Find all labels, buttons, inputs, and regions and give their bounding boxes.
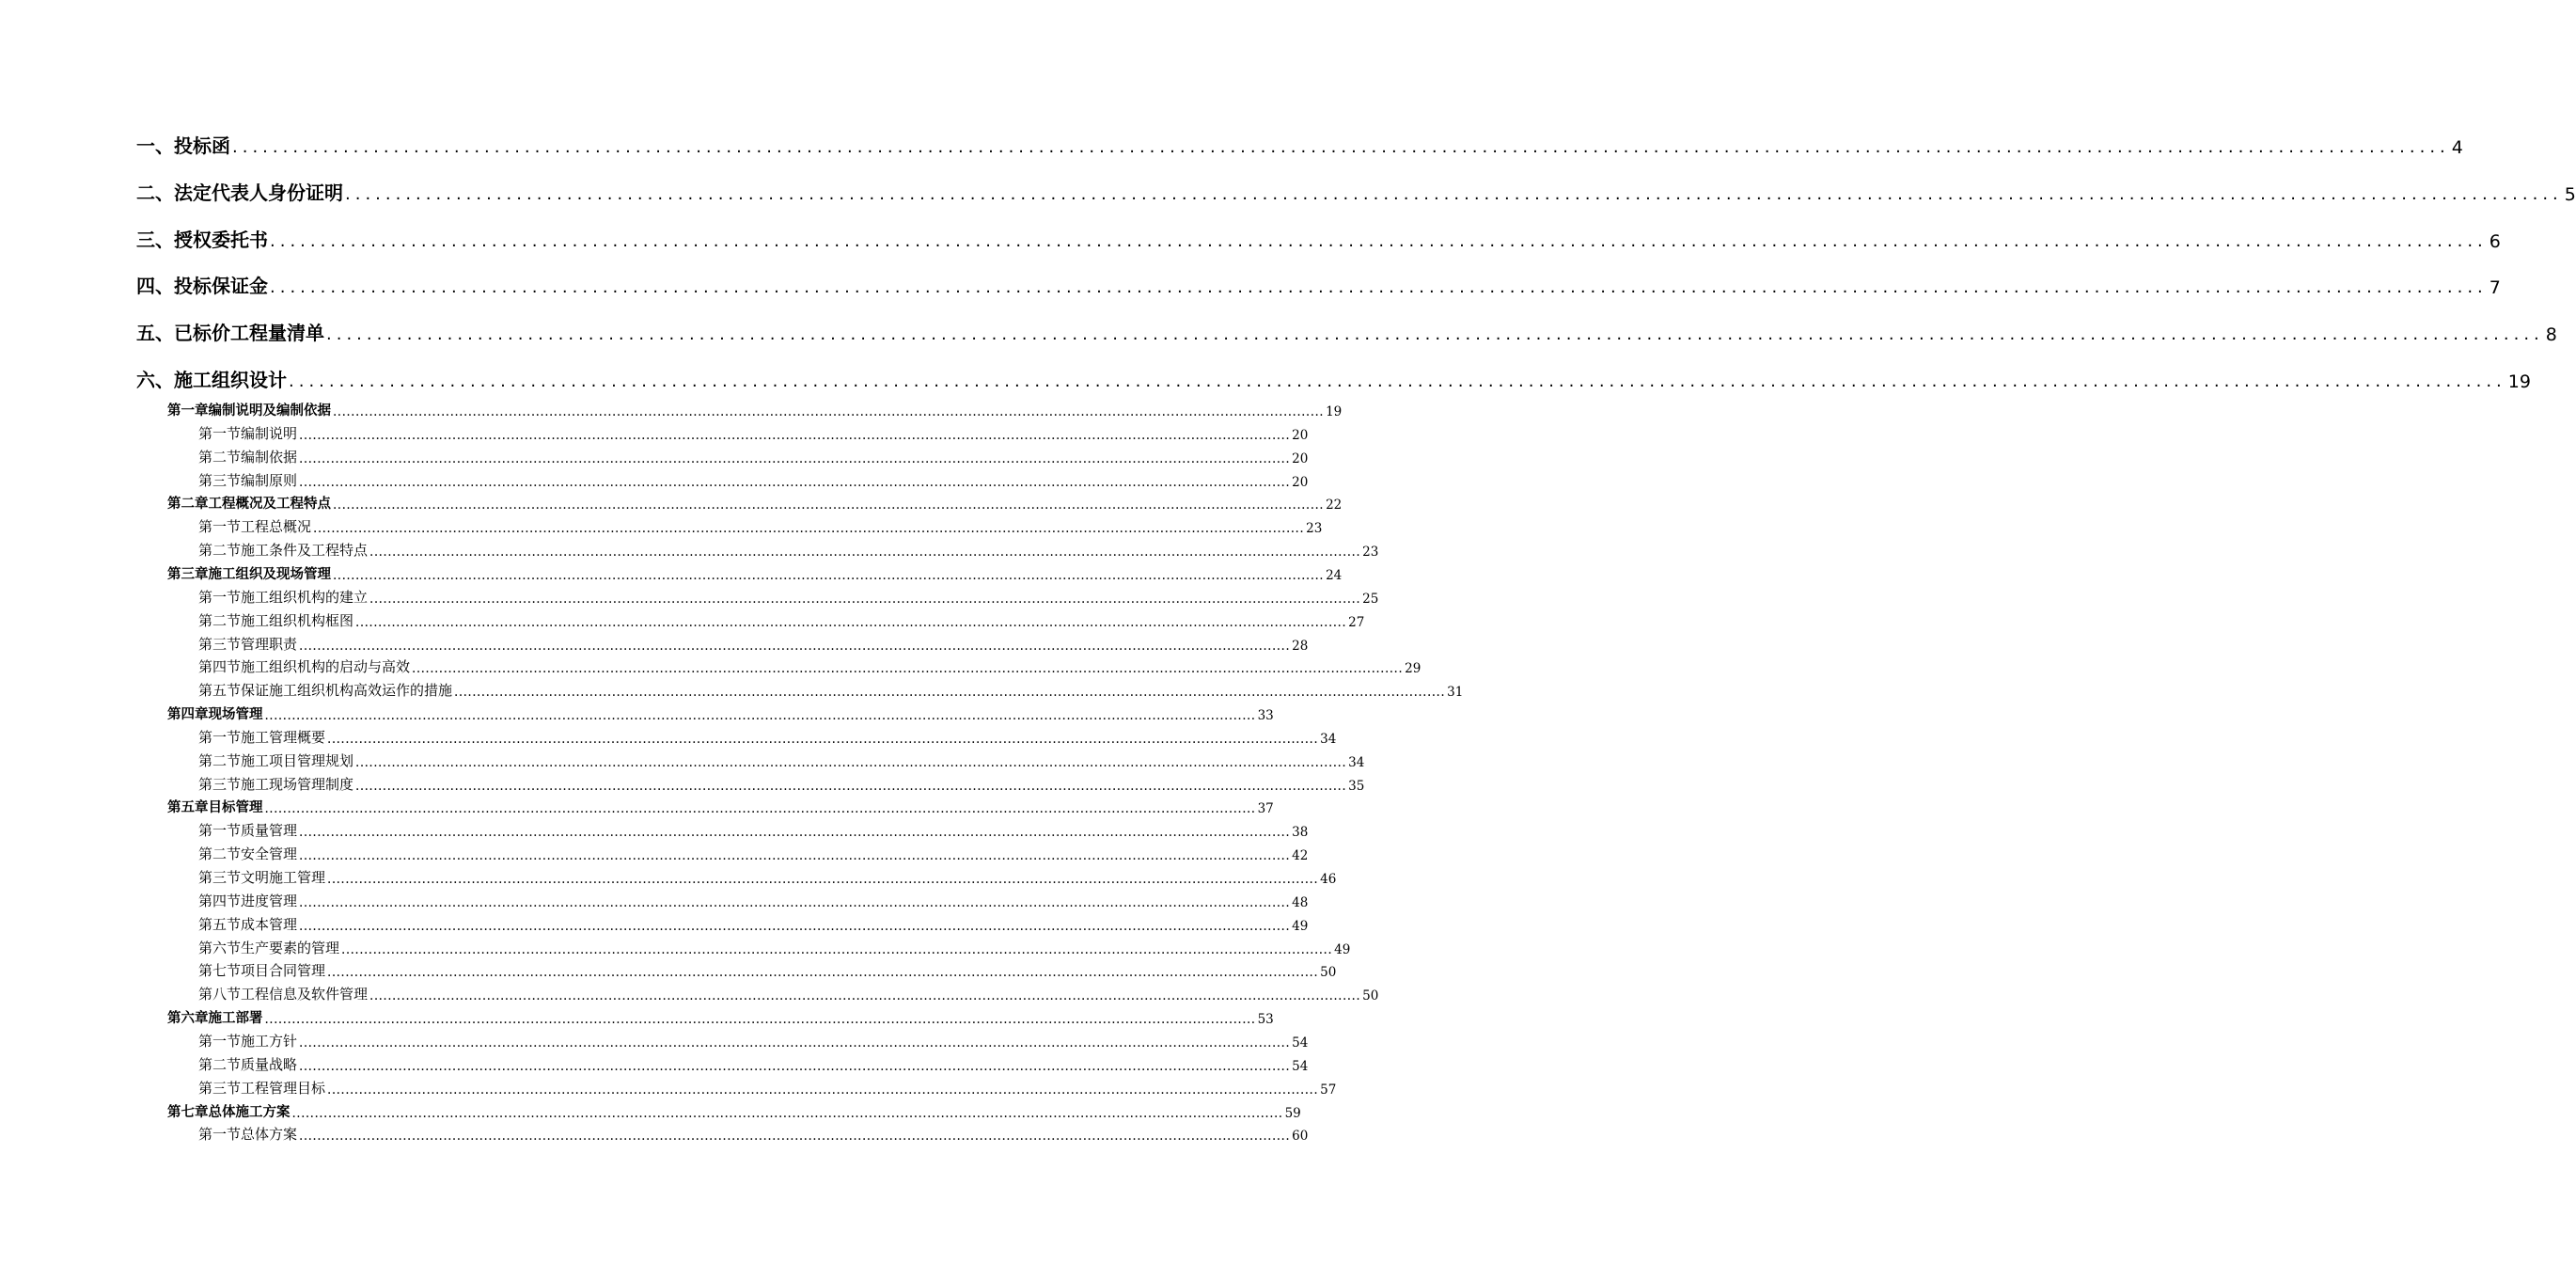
toc-entry-title: 管理职责 [241,635,298,653]
toc-entry-title: 五、已标价工程量清单 [136,322,324,345]
toc-page-number: 6 [2489,230,2501,252]
toc-entry-title: 质量管理 [241,822,298,840]
toc-leader-dots: ............................................................................................................................................................................................................................ [345,183,2563,204]
toc-page-number: 35 [1348,778,1365,794]
toc-page-number: 20 [1292,427,1309,443]
toc-entry-title: 施工条件及工程特点 [241,542,369,560]
toc-subsection [198,868,1337,887]
toc-entry-title: 文明施工管理 [241,869,326,886]
toc-section [136,270,2501,299]
toc-entry-title: 工程总概况 [241,518,312,536]
toc-page-number: 50 [1362,988,1379,1004]
toc-entry-title: 成本管理 [241,915,298,933]
toc-page-number: 49 [1334,941,1351,957]
toc-leader-dots: ............................................................................................................................................................................................................................ [299,450,1291,466]
toc-leader-dots: ............................................................................................................................................................................................................................ [264,1012,1256,1028]
toc-leader-dots: ............................................................................................................................................................................................................................ [412,661,1404,677]
toc-entry-title: 四、投标保证金 [136,275,268,298]
toc-leader-dots: ............................................................................................................................................................................................................................ [333,567,1325,583]
toc-page-number: 23 [1306,521,1323,537]
toc-leader-dots: ............................................................................................................................................................................................................................ [326,324,2544,345]
toc-leader-dots: ............................................................................................................................................................................................................................ [454,685,1446,701]
toc-subsection [198,845,1309,864]
toc-leader-dots: ............................................................................................................................................................................................................................ [299,474,1291,490]
toc-page-number: 20 [1292,474,1309,490]
toc-page-number: 31 [1447,685,1464,701]
toc-entry-label: 第四节 [198,892,242,909]
toc-subsection [198,985,1379,1004]
toc-subsection [198,728,1337,747]
toc-leader-dots: ............................................................................................................................................................................................................................ [264,801,1256,817]
toc-leader-dots: ............................................................................................................................................................................................................................ [299,638,1291,654]
toc-page-number: 5 [2564,183,2576,205]
toc-page-number: 49 [1292,918,1309,934]
toc-entry-label: 第七节 [198,962,242,980]
toc-entry-label: 第八节 [198,986,242,1003]
toc-leader-dots: ............................................................................................................................................................................................................................ [299,848,1291,864]
toc-page-number: 25 [1362,591,1379,607]
toc-leader-dots: ............................................................................................................................................................................................................................ [264,708,1256,724]
toc-leader-dots: ............................................................................................................................................................................................................................ [369,988,1361,1004]
toc-subsection [198,1032,1309,1051]
toc-entry-title: 保证施工组织机构高效运作的措施 [241,682,453,700]
toc-leader-dots: ............................................................................................................................................................................................................................ [369,591,1361,607]
toc-entry-label: 第三章 [167,565,209,582]
toc-subsection [198,448,1309,466]
toc-entry-label: 第一章 [167,403,209,419]
toc-subsection [198,915,1309,934]
toc-chapter [167,798,1274,817]
toc-subsection [198,611,1365,630]
toc-leader-dots: ............................................................................................................................................................................................................................ [270,277,2488,298]
toc-subsection [198,681,1464,701]
toc-entry-title: 施工组织机构框图 [241,611,354,629]
toc-subsection [198,751,1365,770]
toc-section [136,177,2576,205]
toc-page-number: 34 [1320,731,1337,747]
toc-leader-dots: ............................................................................................................................................................................................................................ [270,230,2488,251]
toc-entry-label: 第二节 [198,1055,242,1073]
toc-entry-label: 第一节 [198,518,242,536]
toc-entry-title: 编制说明 [241,424,298,442]
toc-section [136,317,2557,346]
toc-leader-dots: ............................................................................................................................................................................................................................ [327,1082,1319,1098]
toc-subsection [198,1125,1309,1145]
toc-page-number: 7 [2489,277,2501,299]
toc-entry-label: 第三节 [198,775,242,793]
toc-entry-label: 第五章 [167,799,209,816]
toc-leader-dots: ............................................................................................................................................................................................................................ [327,872,1319,887]
toc-entry-label: 第一节 [198,424,242,442]
toc-page-number: 19 [1326,404,1343,419]
toc-entry-title: 工程信息及软件管理 [241,986,369,1003]
toc-page-number: 28 [1292,638,1309,654]
toc-entry-label: 第一节 [198,822,242,840]
toc-subsection [198,775,1365,794]
toc-leader-dots: ............................................................................................................................................................................................................................ [313,521,1305,537]
toc-entry-label: 第七章 [167,1103,209,1120]
toc-page-number: 59 [1284,1105,1301,1121]
toc-entry-title: 总体方案 [241,1126,298,1144]
toc-entry-label: 第一节 [198,728,242,746]
toc-entry-title: 项目合同管理 [241,962,326,980]
toc-page-number: 8 [2545,324,2557,346]
toc-page-number: 57 [1320,1082,1337,1098]
toc-page-number: 23 [1362,545,1379,561]
toc-page-number: 29 [1405,661,1422,677]
toc-entry-title: 三、授权委托书 [136,228,268,251]
toc-entry-title: 编制原则 [241,471,298,489]
toc-leader-dots: ............................................................................................................................................................................................................................ [355,614,1347,630]
toc-page-number: 27 [1348,614,1365,630]
toc-entry-title: 生产要素的管理 [241,939,340,956]
toc-chapter [167,1008,1274,1028]
toc-entry-title: 工程管理目标 [241,1079,326,1097]
toc-entry-title: 质量战略 [241,1055,298,1073]
toc-subsection [198,424,1309,443]
toc-page-number: 50 [1320,965,1337,981]
toc-subsection [198,517,1323,537]
toc-entry-title: 施工部署 [208,1010,263,1027]
toc-page-number: 54 [1292,1035,1309,1051]
toc-page-number: 33 [1257,708,1274,724]
toc-subsection [198,939,1351,957]
toc-entry-title: 施工方针 [241,1032,298,1050]
toc-leader-dots: ............................................................................................................................................................................................................................ [299,427,1291,443]
toc-entry-title: 施工组织机构的启动与高效 [241,658,411,676]
toc-entry-title: 目标管理 [208,799,263,816]
toc-entry-label: 第一节 [198,588,242,606]
toc-entry-label: 第五节 [198,915,242,933]
toc-entry-label: 第二节 [198,611,242,629]
toc-section [136,364,2531,392]
toc-subsection [198,588,1379,607]
toc-chapter [167,704,1274,724]
toc-leader-dots: ............................................................................................................................................................................................................................ [333,404,1325,419]
toc-page-number: 42 [1292,848,1309,864]
toc-leader-dots: ............................................................................................................................................................................................................................ [327,731,1319,747]
toc-subsection [198,541,1379,561]
toc-entry-label: 第四节 [198,658,242,676]
toc-entry-label: 第三节 [198,471,242,489]
toc-page-number: 48 [1292,894,1309,910]
toc-entry-label: 第二章 [167,496,209,513]
toc-subsection [198,892,1309,910]
toc-chapter [167,494,1343,514]
toc-subsection [198,1055,1309,1074]
toc-entry-label: 第二节 [198,751,242,769]
toc-entry-title: 进度管理 [241,892,298,909]
toc-leader-dots: ............................................................................................................................................................................................................................ [299,1035,1291,1051]
toc-entry-label: 第六章 [167,1010,209,1027]
toc-leader-dots: ............................................................................................................................................................................................................................ [341,941,1333,957]
toc-entry-label: 第三节 [198,869,242,886]
toc-subsection [198,821,1309,841]
toc-leader-dots: ............................................................................................................................................................................................................................ [299,918,1291,934]
toc-section [136,130,2463,158]
toc-page-number: 19 [2507,371,2531,392]
toc-section [136,224,2501,252]
toc-subsection [198,471,1309,490]
toc-entry-title: 总体施工方案 [208,1103,291,1120]
toc-chapter [167,401,1343,419]
toc-entry-label: 第二节 [198,542,242,560]
toc-entry-label: 第四章 [167,706,209,723]
toc-entry-title: 编制依据 [241,448,298,466]
toc-entry-label: 第六节 [198,939,242,956]
toc-page-number: 46 [1320,872,1337,887]
toc-entry-label: 第二节 [198,845,242,863]
toc-entry-title: 编制说明及编制依据 [208,403,331,419]
toc-page-number: 22 [1326,498,1343,514]
toc-page-number: 37 [1257,801,1274,817]
toc-page-number: 34 [1348,754,1365,770]
toc-page-number: 20 [1292,450,1309,466]
toc-leader-dots: ............................................................................................................................................................................................................................ [355,778,1347,794]
toc-entry-label: 第一节 [198,1032,242,1050]
toc-leader-dots: ............................................................................................................................................................................................................................ [299,894,1291,910]
toc-chapter [167,564,1343,583]
toc-entry-title: 施工项目管理规划 [241,751,354,769]
toc-page-number: 54 [1292,1058,1309,1074]
toc-page-number: 38 [1292,825,1309,841]
toc-entry-title: 一、投标函 [136,134,230,157]
toc-entry-title: 六、施工组织设计 [136,369,287,391]
toc-entry-label: 第三节 [198,1079,242,1097]
toc-leader-dots: ............................................................................................................................................................................................................................ [299,825,1291,841]
toc-page-number: 60 [1292,1129,1309,1145]
toc-entry-title: 二、法定代表人身份证明 [136,181,343,204]
toc-entry-title: 施工现场管理制度 [241,775,354,793]
toc-entry-title: 施工组织及现场管理 [208,565,331,582]
toc-entry-title: 现场管理 [208,706,263,723]
toc-leader-dots: ............................................................................................................................................................................................................................ [355,754,1347,770]
toc-entry-label: 第五节 [198,682,242,700]
toc-entry-title: 施工组织机构的建立 [241,588,369,606]
toc-entry-label: 第一节 [198,1126,242,1144]
toc-leader-dots: ............................................................................................................................................................................................................................ [327,965,1319,981]
toc-leader-dots: ............................................................................................................................................................................................................................ [299,1129,1291,1145]
toc-entry-title: 工程概况及工程特点 [208,496,331,513]
toc-entry-label: 第三节 [198,635,242,653]
toc-leader-dots: ............................................................................................................................................................................................................................ [369,545,1361,561]
toc-page-number: 4 [2451,137,2463,158]
toc-leader-dots: ............................................................................................................................................................................................................................ [291,1105,1283,1121]
toc-subsection [198,635,1309,654]
toc-subsection [198,657,1422,677]
toc-subsection [198,1079,1337,1098]
toc-leader-dots: ............................................................................................................................................................................................................................ [299,1058,1291,1074]
toc-entry-title: 施工管理概要 [241,728,326,746]
toc-leader-dots: ............................................................................................................................................................................................................................ [232,137,2450,157]
toc-subsection [198,961,1337,981]
toc-leader-dots: ............................................................................................................................................................................................................................ [289,371,2506,391]
toc-entry-label: 第二节 [198,448,242,466]
toc-leader-dots: ............................................................................................................................................................................................................................ [333,498,1325,514]
toc-page-number: 53 [1257,1012,1274,1028]
toc-entry-title: 安全管理 [241,845,298,863]
toc-chapter [167,1102,1301,1121]
toc-page-number: 24 [1326,567,1343,583]
